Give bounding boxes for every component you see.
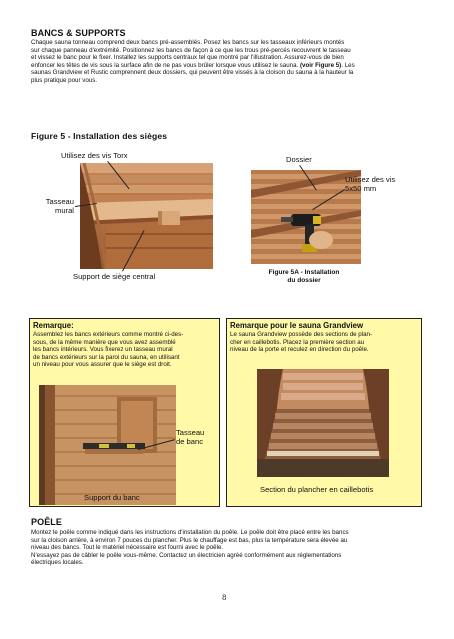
paragraph-line: de bancs extérieurs sur la paroi du sauna, en utilisant: [33, 353, 180, 361]
paragraph-line: Le sauna Grandview possède des sections de plan-: [230, 331, 373, 338]
paragraph-line: [31, 62, 431, 70]
label-line: mural: [55, 206, 74, 216]
grandview-title: Remarque pour le sauna Grandview: [230, 321, 364, 330]
section-paragraph-poele: [31, 529, 431, 567]
paragraph-line: électriques locales.: [31, 559, 84, 567]
label-line: Tasseau: [176, 428, 205, 437]
page-number: 8: [222, 594, 227, 602]
label-duckboard-section: Section du plancher en caillebotis: [260, 485, 374, 494]
label-screws-5x50: [345, 175, 395, 193]
remarque-title: Remarque:: [33, 321, 74, 330]
paragraph-line: et vissez le banc pour le fixer. Installez les supports centraux tel que montré par l'illustration. Assurez-vous de bien: [31, 54, 344, 62]
section-title-poele: POÊLE: [31, 517, 63, 527]
paragraph-line: les bancs intérieurs. Vous fixerez un tasseau mural: [33, 346, 173, 353]
paragraph-line: Assemblez les bancs extérieurs comme montré ci-des-: [33, 331, 184, 338]
label-torx-screws: Utilisez des vis Torx: [61, 151, 128, 160]
paragraph-line: N'essayez pas de câbler le poêle vous-même. Contactez un électricien agréé conformément aux réglementations: [31, 551, 342, 559]
label-dossier: Dossier: [286, 155, 312, 164]
label-tasseau-banc: [176, 428, 204, 446]
paragraph-line: plus pratique pour vous.: [31, 76, 98, 84]
paragraph-line: sur chaque panneau d'extrémité. Positionnez les bancs de façon à ce que les trous pré-percés recouvrent le tasseau: [31, 46, 351, 54]
section-paragraph-bancs: [31, 39, 431, 85]
label-line: 5x50 mm: [345, 184, 377, 194]
level-icon: [83, 443, 145, 449]
caption-line: Figure 5A - Installation: [268, 269, 340, 276]
paragraph-line: Chaque sauna tonneau comprend deux bancs pré-assemblés. Posez les bancs sur les tasseaux inférieurs montés: [31, 39, 345, 46]
label-tasseau-mural: [40, 197, 74, 215]
remarque-note-box: [29, 318, 220, 507]
remarque-paragraph: [33, 331, 217, 369]
label-line: Utilisez des vis: [345, 175, 396, 184]
figure-reference: (voir Figure 5): [299, 61, 342, 69]
paragraph-text: enfoncer les têtes de vis sous la surface afin de ne pas vous brûler lorsque vous utilisez le sauna.: [31, 61, 299, 69]
paragraph-line: niveau de la porte et reculez en direction du poêle.: [230, 346, 369, 353]
label-support-banc: Support du banc: [84, 493, 140, 502]
paragraph-line: sur la cloison arrière, à environ 7 pouces du plancher. Plus le chauffage est bas, plus la température sera élevée au: [31, 536, 348, 544]
paragraph-line: cher en caillebotis. Placez la première section au: [230, 338, 365, 346]
section-title-bancs: BANCS & SUPPORTS: [31, 28, 126, 38]
paragraph-line: saunas Grandview et Rustic comprennent deux dossiers, qui peuvent être vissés à la cloison du sauna à la hauteur la: [31, 69, 354, 77]
grandview-paragraph: [230, 331, 418, 354]
caption-line: du dossier: [287, 277, 321, 284]
floor-duckboard-photo: [257, 369, 389, 477]
label-support-central: Support de siège central: [73, 272, 156, 281]
caption-figure-5a: [244, 269, 364, 285]
label-line: Tasseau: [45, 197, 74, 206]
paragraph-line: un niveau pour vous assurer que le siège est droit.: [33, 361, 172, 368]
paragraph-line: sous, de la même manière que vous avez assemblé: [33, 338, 176, 346]
bench-installation-photo: [80, 163, 213, 269]
paragraph-line: niveau des bancs. Tout le matériel nécessaire est fourni avec le poêle.: [31, 544, 224, 552]
paragraph-line: Montez le poêle comme indiqué dans les instructions d'installation du poêle. Le poêle doit être placé entre les bancs: [31, 529, 349, 536]
figure-5-title: Figure 5 - Installation des sièges: [31, 131, 168, 141]
grandview-note-box: [226, 318, 422, 507]
paragraph-text: . Les: [341, 61, 355, 69]
label-line: de banc: [176, 437, 204, 447]
